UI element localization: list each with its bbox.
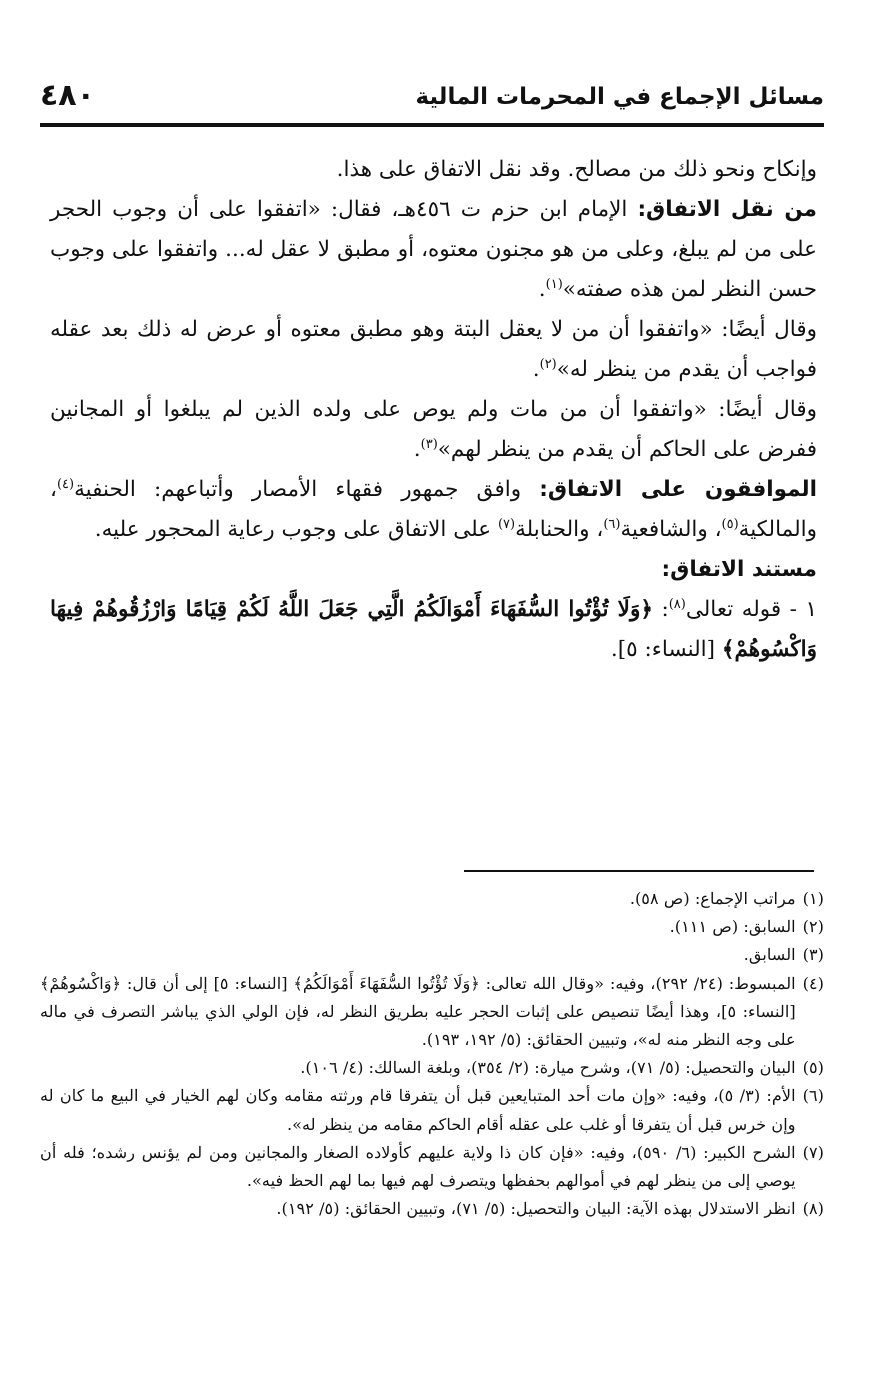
paragraph-4-end: . xyxy=(413,436,421,462)
paragraph-4 xyxy=(50,390,817,470)
paragraph-5-text-b: ، والمالكية xyxy=(50,476,817,542)
footnote-number: (٦) xyxy=(802,1086,824,1106)
page-number: ٤٨٠ xyxy=(40,78,95,113)
footnote-number: (١) xyxy=(802,889,824,908)
footnote-number: (٥) xyxy=(802,1058,824,1078)
paragraph-2-end: . xyxy=(538,276,546,302)
footnote-text: السابق. xyxy=(743,945,796,965)
paragraph-7-text-a: ١ - قوله تعالى xyxy=(685,596,818,622)
section-label-transmission: من نقل الاتفاق: xyxy=(637,196,817,222)
footnote-ref-3[interactable]: (٣) xyxy=(420,436,438,452)
paragraph-3-end: . xyxy=(532,356,540,382)
footnote-4 xyxy=(40,970,824,1055)
paragraph-2 xyxy=(50,190,817,310)
quran-verse: ﴿وَلَا تُؤْتُوا السُّفَهَاءَ أَمْوَالَكُمُ الَّتِي جَعَلَ اللَّهُ لَكُمْ قِيَامًا وَارْزُقُوهُمْ فِيهَا وَاكْسُوهُمْ﴾ xyxy=(50,596,817,662)
footnote-2 xyxy=(40,913,824,941)
footnote-ref-5[interactable]: (٥) xyxy=(721,516,739,532)
footnote-ref-4[interactable]: (٤) xyxy=(56,476,75,492)
paragraph-5 xyxy=(50,470,817,550)
paragraph-5-text-c: ، والشافعية xyxy=(620,516,722,542)
footnote-number: (٨) xyxy=(802,1199,824,1219)
paragraph-7 xyxy=(50,590,817,670)
footnote-text: السابق: (ص ١١١). xyxy=(669,917,796,937)
paragraph-1 xyxy=(50,150,817,190)
footnote-text: المبسوط: (٢٤/ ٢٩٢)، وفيه: «وقال الله تعالى: ﴿وَلَا تُؤْتُوا السُّفَهَاءَ أَمْوَالَكُمُ﴾ [النساء: ٥] إلى أن قال: ﴿وَاكْسُوهُمْ﴾ [النساء: ٥]، وهذا أيضًا تنصيص على إثبات الحجر عليه بطريق النظر له، فإن الولي الذي يباشر التصرف في ماله على وجه النظر منه له»، وتبيين الحقائق: (٥/ ١٩٢، ١٩٣). xyxy=(40,973,796,1049)
paragraph-4-text: وقال أيضًا: «واتفقوا أن من مات ولم يوص على ولده الذين لم يبلغوا أو المجانين ففرض على الحاكم أن يقدم من ينظر لهم» xyxy=(50,396,817,462)
footnote-ref-7[interactable]: (٧) xyxy=(497,516,516,532)
footnote-number: (٢) xyxy=(802,917,824,937)
paragraph-5-text-d: ، والحنابلة xyxy=(515,516,604,542)
paragraph-3 xyxy=(50,310,817,390)
running-title: مسائل الإجماع في المحرمات المالية xyxy=(415,84,824,110)
footnote-3 xyxy=(40,941,824,969)
footnote-text: الأم: (٣/ ٥)، وفيه: «وإن مات أحد المتبايعين قبل أن يتفرقا قام ورثته مقامه وكان لهم الخيار في البيع ما كان له وإن خرس قبل أن يتفرقا أو غلب على عقله أقام الحاكم مقامه من ينظر له». xyxy=(40,1086,796,1134)
footnote-ref-6[interactable]: (٦) xyxy=(603,516,621,532)
footnote-ref-8[interactable]: (٨) xyxy=(668,596,686,612)
footnotes xyxy=(40,885,824,1223)
paragraph-3-text: وقال أيضًا: «واتفقوا أن من لا يعقل البتة وهو مطبق معتوه أو عرض له ذلك بعد عقله فواجب أن يقدم من ينظر له» xyxy=(50,316,817,382)
footnote-8 xyxy=(40,1195,824,1223)
paragraph-5-text-e: على الاتفاق على وجوب رعاية المحجور عليه. xyxy=(94,516,498,542)
page-header xyxy=(40,78,824,118)
footnote-number: (٧) xyxy=(802,1142,824,1162)
paragraph-5-text-a: وافق جمهور فقهاء الأمصار وأتباعهم: الحنفية xyxy=(74,476,540,502)
paragraph-7-text-c: [النساء: ٥]. xyxy=(610,636,722,662)
footnote-5 xyxy=(40,1054,824,1082)
footnote-text: انظر الاستدلال بهذه الآية: البيان والتحصيل: (٥/ ٧١)، وتبيين الحقائق: (٥/ ١٩٢). xyxy=(276,1199,796,1219)
footnote-text: الشرح الكبير: (٦/ ٥٩٠)، وفيه: «فإن كان ذا ولاية عليهم كأولاده الصغار والمجانين ومن لم يؤنس رشده؛ فله أن يوصي إلى من ينظر لهم في أموالهم بحفظها ويتصرف لهم فيها بما لهم الحظ فيه». xyxy=(40,1142,796,1190)
paragraph-7-text-b: : xyxy=(652,596,669,622)
footnote-text: البيان والتحصيل: (٥/ ٧١)، وشرح ميارة: (٢/ ٣٥٤)، وبلغة السالك: (٤/ ١٠٦). xyxy=(300,1058,796,1078)
section-label-basis: مستند الاتفاق: xyxy=(661,556,817,582)
paragraph-2-text: الإمام ابن حزم ت ٤٥٦هـ، فقال: «اتفقوا على أن وجوب الحجر على من لم يبلغ، وعلى من هو مجنون معتوه، أو مطبق لا عقل له... واتفقوا على وجوب حسن النظر لمن هذه صفته» xyxy=(50,196,817,302)
paragraph-1-text: وإنكاح ونحو ذلك من مصالح. وقد نقل الاتفاق على هذا. xyxy=(336,157,817,182)
footnote-7 xyxy=(40,1139,824,1195)
header-divider xyxy=(40,123,824,127)
section-label-agreeing: الموافقون على الاتفاق: xyxy=(539,476,817,502)
main-text xyxy=(50,150,817,670)
footnote-ref-1[interactable]: (١) xyxy=(545,276,563,292)
paragraph-6 xyxy=(50,550,817,590)
footnote-text: مراتب الإجماع: (ص ٥٨). xyxy=(629,889,796,908)
footnote-ref-2[interactable]: (٢) xyxy=(539,356,557,372)
footnote-6 xyxy=(40,1082,824,1138)
footnote-1 xyxy=(40,885,824,913)
footnote-number: (٤) xyxy=(802,973,824,993)
footnote-divider xyxy=(464,870,814,872)
footnote-number: (٣) xyxy=(802,945,824,965)
